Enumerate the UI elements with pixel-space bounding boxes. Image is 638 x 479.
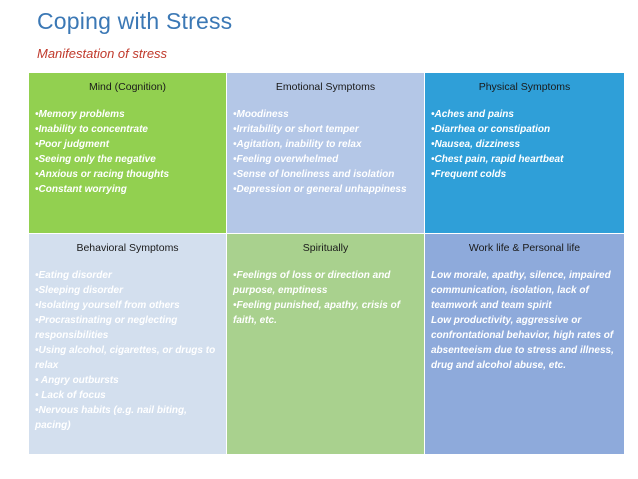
list-item: •Seeing only the negative	[35, 154, 156, 165]
list-item: •Procrastinating or neglecting responsibilities	[35, 315, 178, 341]
cell-heading: Emotional Symptoms	[275, 81, 376, 93]
page-title: Coping with Stress	[37, 8, 233, 34]
list-item: •Sleeping disorder	[35, 285, 123, 296]
list-item: •Memory problems	[35, 109, 125, 120]
list-item: •Irritability or short temper	[233, 124, 359, 135]
cell-spiritually	[227, 234, 425, 455]
list-item: •Nausea, dizziness	[431, 139, 521, 150]
list-item: •Eating disorder	[35, 270, 112, 281]
list-item: •Constant worrying	[35, 184, 127, 195]
list-item: •Isolating yourself from others	[35, 300, 180, 311]
cell-heading: Spiritually	[302, 242, 349, 254]
list-item: •Diarrhea or constipation	[431, 124, 551, 135]
cell-mind	[29, 73, 227, 234]
list-item: •Agitation, inability to relax	[233, 139, 362, 150]
list-item: •Frequent colds	[431, 169, 507, 180]
list-item: •Aches and pains	[431, 109, 514, 120]
symptoms-grid	[29, 73, 625, 455]
cell-heading: Behavioral Symptoms	[76, 242, 179, 254]
list-item: • Angry outbursts	[35, 375, 119, 386]
list-item: •Depression or general unhappiness	[233, 184, 407, 195]
cell-heading: Work life & Personal life	[468, 242, 581, 254]
list-item: • Lack of focus	[35, 390, 106, 401]
cell-emotional	[227, 73, 425, 234]
list-item: •Chest pain, rapid heartbeat	[431, 154, 564, 165]
list-item: Low morale, apathy, silence, impaired communication, isolation, lack of teamwork and team spirit	[431, 270, 611, 311]
cell-work-personal	[425, 234, 625, 455]
list-item: •Poor judgment	[35, 139, 110, 150]
list-item: •Using alcohol, cigarettes, or drugs to relax	[35, 345, 216, 371]
cell-heading: Mind (Cognition)	[88, 81, 167, 93]
list-item: Low productivity, aggressive or confrontational behavior, high rates of absenteeism due to stress and illness, drug and alcohol abuse, etc.	[431, 315, 614, 371]
list-item: •Inability to concentrate	[35, 124, 148, 135]
cell-physical	[425, 73, 625, 234]
list-item: •Feeling punished, apathy, crisis of faith, etc.	[233, 300, 401, 326]
list-item: •Anxious or racing thoughts	[35, 169, 170, 180]
list-item: •Nervous habits (e.g. nail biting, pacing)	[35, 405, 187, 431]
cell-heading: Physical Symptoms	[478, 81, 571, 93]
list-item: •Feelings of loss or direction and purpose, emptiness	[233, 270, 391, 296]
list-item: •Moodiness	[233, 109, 289, 120]
list-item: •Sense of loneliness and isolation	[233, 169, 395, 180]
cell-behavioral	[29, 234, 227, 455]
page-subtitle: Manifestation of stress	[37, 46, 168, 61]
list-item: •Feeling overwhelmed	[233, 154, 339, 165]
